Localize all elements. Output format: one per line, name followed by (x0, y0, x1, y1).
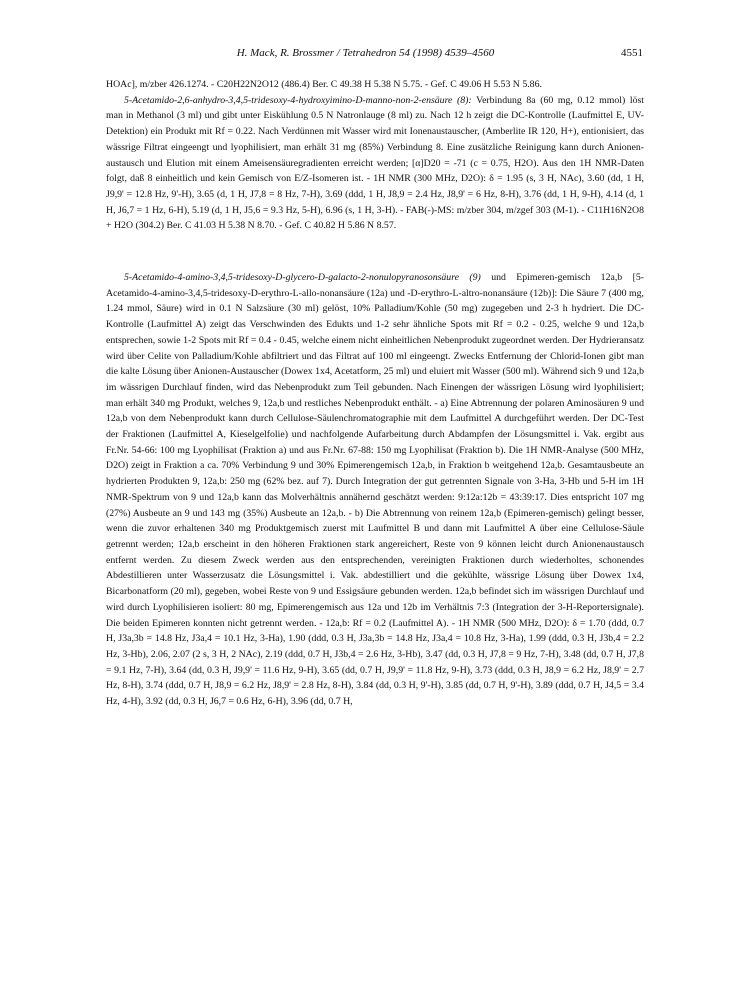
compound-heading: 5-Acetamido-2,6-anhydro-3,4,5-tridesoxy-4-hydroxyimino-D-manno-non-2-ensäure (8): (124, 94, 472, 106)
page-number: 4551 (621, 47, 643, 59)
compound-heading: 5-Acetamido-4-amino-3,4,5-tridesoxy-D-glycero-D-galacto-2-nonulopyranosonsäure (9) (124, 272, 481, 284)
paragraph-spacer (106, 234, 644, 270)
running-header (0, 47, 731, 65)
paragraph-continuation (106, 77, 644, 93)
paragraph-compound-8 (106, 93, 644, 234)
paragraph-text: Verbindung 8a (60 mg, 0.12 mmol) löst man in Methanol (3 ml) und gibt unter Eiskühlung 0.5 N Natronlauge (8 ml) zu. Nach 12 h zeigt die DC-Kontrolle (Laufmittel E, UV-Detektion) ein Produkt mit Rf = 0.22. Nach Verdünnen mit Wasser wird mit Ionenaustauscher, (Amberlite IR 120, H+), entionisiert, das wässrige Filtrat eingeengt und lyophilisiert, man erhält 31 mg (85%) Verbindung 8. Eine zusätzliche Reinigung kann durch Anionen-austausch und Elution mit einem Ameisensäuregradienten erreicht werden; [α]D20 = -71 (c = 0.75, H2O). Aus den 1H NMR-Daten folgt, daß 8 einheitlich und kein Gemisch von E/Z-Isomeren ist. - 1H NMR (300 MHz, D2O): δ = 1.95 (s, 3 H, NAc), 3.60 (dd, 1 H, J9,9' = 12.8 Hz, 9'-H), 3.65 (d, 1 H, J7,8 = 8 Hz, 7-H), 3.69 (ddd, 1 H, J8,9 = 2.4 Hz, J8,9' = 6 Hz, 8-H), 3.76 (dd, 1 H, 9-H), 4.14 (d, 1 H, J6,7 = 1 Hz, 6-H), 5.19 (d, 1 H, J5,6 = 9.3 Hz, 5-H), 6.96 (s, 1 H, 3-H). - FAB(-)-MS: m/zber 304, m/zgef 303 (M-1). - C11H16N2O8 + H2O (304.2) Ber. C 41.03 H 5.38 N 8.70. - Gef. C 40.82 H 5.86 N 8.57. (106, 94, 645, 232)
running-title: H. Mack, R. Brossmer / Tetrahedron 54 (1998) 4539–4560 (236, 47, 495, 59)
paragraph-text: HOAc], m/zber 426.1274. - C20H22N2O12 (486.4) Ber. C 49.38 H 5.38 N 5.75. - Gef. C 49.06 H 5.53 N 5.86. (106, 79, 542, 90)
paragraph-compound-9 (106, 270, 644, 710)
paragraph-text: und Epimeren-gemisch 12a,b [5-Acetamido-4-amino-3,4,5-tridesoxy-D-erythro-L-allo-nonansäure (12a) und -D-erythro-L-altro-nonansäure (12b)]: Die Säure 7 (400 mg, 1.24 mmol, Säure) wird in 0.1 N Salzsäure (30 ml) gelöst, 10% Palladium/Kohle (50 mg) zugegeben und 2-3 h hydriert. Die DC-Kontrolle (Laufmittel A) zeigt das Verschwinden des Edukts und 1-2 sehr ähnliche Spots mit Rf = 0.2 - 0.25, welche 9 und 12a,b entsprechen, sowie 1-2 Spots mit Rf = 0.4 - 0.45, welche einem nicht einheitlichen Nebenprodukt zugeordnet werden. Der Hydrieransatz wird über Celite von Palladium/Kohle abfiltriert und das Filtrat auf 100 ml eingeengt. Zwecks Entfernung der Chlorid-Ionen gibt man die kalte Lösung über Anionen-Austauscher (Dowex 1x4, Acetatform, 25 ml) und eluiert mit Wasser (500 ml). Während sich 9 und 12a,b im wässrigen Durchlauf finden, wird das Nebenprodukt zum Teil gebunden. Nach Einengen der wässrigen Lösung wird lyophilisiert; man erhält 340 mg Produkt, welches 9, 12a,b und restliches Nebenprodukt enthält. - a) Eine Abtrennung der polaren Aminosäuren 9 und 12a,b von dem Nebenprodukt kann durch Cellulose-Säulenchromatographie mit dem Laufmittel A durchgeführt werden. Der DC-Test der Fraktionen (Laufmittel A, Kieselgelfolie) und nachfolgende Aufarbeitung durch Abdampfen der Lösungsmittel i. Vak. ergibt aus Fr.Nr. 54-66: 100 mg Lyophilisat (Fraktion a) und aus Fr.Nr. 67-88: 150 mg Lyophilisat (Fraktion b). Die 1H NMR-Analyse (500 MHz, D2O) zeigt in Fraktion a ca. 70% Verbindung 9 und 30% Epimerengemisch 12a,b, in Fraktion b weitgehend 12a,b. Gesamtausbeute an hydrierten Produkten 9, 12a,b: 250 mg (62% bez. auf 7). Durch Integration der gut getrennten Signale von 3-Ha, 3-Hb und 5-H im 1H NMR-Spektrum von 9 und 12a,b kann das Molverhältnis annähernd geschätzt werden: 9:12a:12b = 43:39:17. Dies entspricht 107 mg (27%) Ausbeute an 9 und 143 mg (35%) Ausbeute an 12a,b. - b) Die Abtrennung von reinem 12a,b (Epimeren-gemisch) gelingt besser, wenn die zuvor erhaltenen 340 mg Produktgemisch zuerst mit Laufmittel B und dann mit Laufmittel A über eine Cellulose-Säule getrennt werden; 12a,b erscheint in den höheren Fraktionen stark angereichert, Reste von 9 können leicht durch Anionenaustausch entfernt werden. Zu diesem Zweck werden aus den entsprechenden, vereinigten Fraktionen durch wiederholtes, schonendes Abdestillieren unter Wasserzusatz die Lösungsmittel i. Vak. abdestilliert und die gekühlte, wässrige Lösung über Dowex 1x4, Bicarbonatform (20 ml), gegeben, wobei Reste von 9 und Essigsäure gebunden werden. 12a,b befindet sich im wässrigen Durchlauf und wird durch Lyophilisieren isoliert: 80 mg, Epimerengemisch aus 12a und 12b im Verhältnis 7:3 (Integration der 3-H-Reportersignale). Die beiden Epimeren konnten nicht getrennt werden. - 12a,b: Rf = 0.2 (Laufmittel A). - 1H NMR (500 MHz, D2O): δ = 1.70 (ddd, 0.7 H, J3a,3b = 14.8 Hz, J3a,4 = 10.1 Hz, 3-Ha), 1.90 (ddd, 0.3 H, J3a,3b = 14.8 Hz, J3a,4 = 10.8 Hz, 3-Ha), 1.99 (ddd, 0.3 H, J3b,4 = 2.2 Hz, 3-Hb), 2.06, 2.07 (2 s, 3 H, 2 NAc), 2.19 (ddd, 0.7 H, J3b,4 = 2.6 Hz, 3-Hb), 3.47 (dd, 0.3 H, J7,8 = 9 Hz, 7-H), 3.48 (dd, 0.7 H, J7,8 = 9.1 Hz, 7-H), 3.64 (dd, 0.3 H, J9,9' = 11.6 Hz, 9-H), 3.65 (dd, 0.7 H, J9,9' = 11.8 Hz, 9-H), 3.73 (ddd, 0.3 H, J8,9 = 6.2 Hz, J8,9' = 2.7 Hz, 8-H), 3.74 (ddd, 0.7 H, J8,9 = 6.2 Hz, J8,9' = 2.8 Hz, 8-H), 3.84 (dd, 0.3 H, 9'-H), 3.85 (dd, 0.7 H, 9'-H), 3.89 (ddd, 0.7 H, J4,5 = 3.4 Hz, 4-H), 3.92 (dd, 0.3 H, J6,7 = 0.6 Hz, 6-H), 3.96 (dd, 0.7 H, (106, 272, 644, 708)
article-body (106, 77, 644, 710)
